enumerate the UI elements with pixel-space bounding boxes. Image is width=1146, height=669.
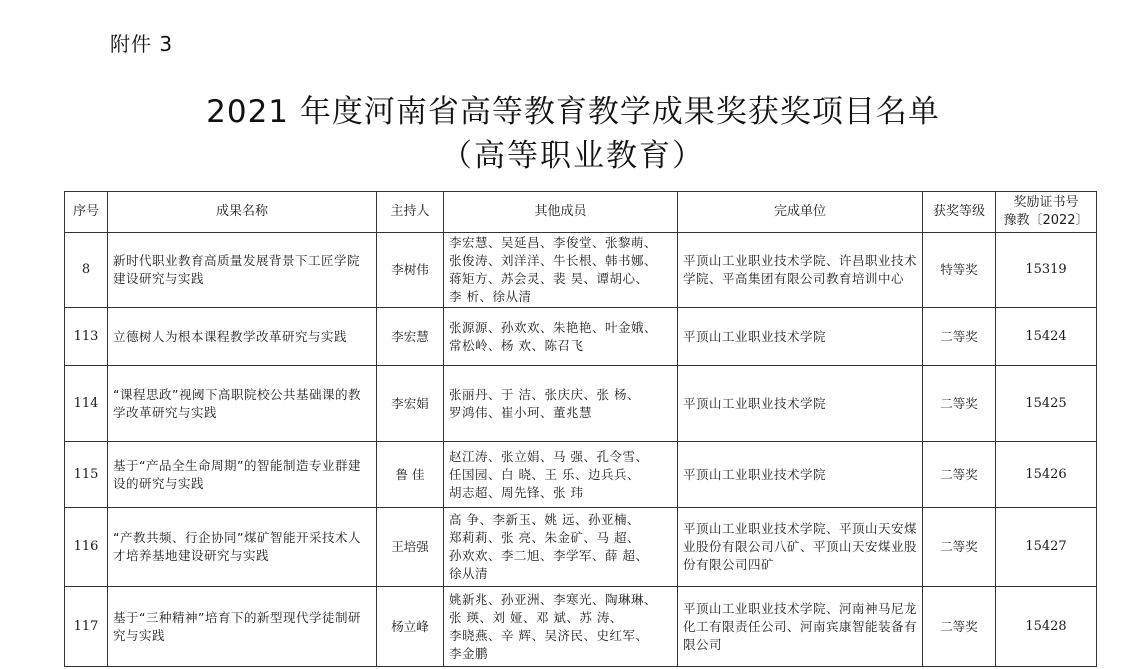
member-line: 高 争、李新玉、姚 远、孙亚楠、 xyxy=(449,512,640,527)
row-host: 李宏娟 xyxy=(377,366,444,442)
row-cert-number: 15426 xyxy=(996,442,1097,508)
attachment-label: 附件 3 xyxy=(110,32,174,56)
row-award-level: 二等奖 xyxy=(923,308,996,366)
row-cert-number: 15427 xyxy=(996,508,1097,587)
row-unit: 平顶山工业职业技术学院 xyxy=(678,442,923,508)
member-line: 李宏慧、吴延昌、李俊堂、张黎萌、 xyxy=(449,235,658,250)
header-unit: 完成单位 xyxy=(678,192,923,233)
member-line: 姚新兆、孙亚洲、李寒光、陶琳琳、 xyxy=(449,591,658,607)
row-cert-number: 15428 xyxy=(996,587,1097,667)
row-seq: 113 xyxy=(65,308,108,366)
member-line: 张源源、孙欢欢、朱艳艳、叶金娥、 xyxy=(449,319,658,335)
row-cert-number: 15424 xyxy=(996,308,1097,366)
member-line: 罗鸿伟、崔小珂、董兆慧 xyxy=(449,404,593,420)
row-unit: 平顶山工业职业技术学院 xyxy=(678,308,923,366)
row-seq: 115 xyxy=(65,442,108,508)
row-award-level: 二等奖 xyxy=(923,442,996,508)
row-other-members xyxy=(444,366,678,442)
member-line: 郑莉莉、张 亮、朱金矿、马 超、 xyxy=(449,530,640,545)
header-name: 成果名称 xyxy=(108,192,377,233)
member-line: 常松岭、杨 欢、陈召飞 xyxy=(449,337,584,353)
member-line: 李金鹏 xyxy=(449,645,489,661)
row-other-members xyxy=(444,308,678,366)
row-host: 鲁 佳 xyxy=(377,442,444,508)
row-project-name: “产教共频、行企协同”煤矿智能开采技术人才培养基地建设研究与实践 xyxy=(108,508,377,587)
member-line: 张俊涛、刘洋洋、牛长根、韩书娜、 xyxy=(449,253,658,268)
row-host: 李宏慧 xyxy=(377,308,444,366)
table-row xyxy=(65,366,1097,442)
member-line: 胡志超、周先锋、张 玮 xyxy=(449,484,584,500)
row-project-name: 基于“三种精神”培育下的新型现代学徒制研究与实践 xyxy=(108,587,377,667)
document-title: 2021 年度河南省高等教育教学成果奖获奖项目名单 xyxy=(206,94,940,130)
table-row xyxy=(65,508,1097,587)
header-cert xyxy=(996,192,1097,233)
table-row xyxy=(65,308,1097,366)
table-row xyxy=(65,587,1097,667)
row-other-members xyxy=(444,587,678,667)
member-line: 孙欢欢、李二旭、李学军、薛 超、 xyxy=(449,548,649,563)
header-cert-line2: 豫教〔2022〕 xyxy=(1003,213,1089,228)
member-line: 蒋矩方、苏会灵、裴 昊、谭胡心、 xyxy=(449,271,649,286)
row-host: 李树伟 xyxy=(377,233,444,308)
member-line: 李 析、徐从清 xyxy=(449,289,532,304)
row-cert-number: 15319 xyxy=(996,233,1097,308)
table-row xyxy=(65,233,1097,308)
row-seq: 117 xyxy=(65,587,108,667)
row-cert-number: 15425 xyxy=(996,366,1097,442)
row-project-name: “课程思政”视阈下高职院校公共基础课的教学改革研究与实践 xyxy=(108,366,377,442)
table-header-row xyxy=(65,192,1097,233)
member-line: 张丽丹、于 洁、张庆庆、张 杨、 xyxy=(449,386,640,402)
award-table xyxy=(64,191,1097,667)
member-line: 赵江涛、张立娟、马 强、孔令雪、 xyxy=(449,448,649,464)
member-line: 任国园、白 晓、王 乐、边兵兵、 xyxy=(449,466,640,482)
row-host: 王培强 xyxy=(377,508,444,587)
row-host: 杨立峰 xyxy=(377,587,444,667)
row-other-members xyxy=(444,442,678,508)
row-project-name: 基于“产品全生命周期”的智能制造专业群建设的研究与实践 xyxy=(108,442,377,508)
document-subtitle: （高等职业教育） xyxy=(441,138,705,174)
table-row xyxy=(65,442,1097,508)
row-seq: 114 xyxy=(65,366,108,442)
header-level: 获奖等级 xyxy=(923,192,996,233)
header-cert-line1: 奖励证书号 xyxy=(1013,195,1079,210)
member-line: 李晓燕、辛 辉、吴济民、史红军、 xyxy=(449,627,649,643)
row-other-members xyxy=(444,508,678,587)
row-award-level: 二等奖 xyxy=(923,587,996,667)
row-award-level: 特等奖 xyxy=(923,233,996,308)
member-line: 徐从清 xyxy=(449,566,489,581)
row-unit: 平顶山工业职业技术学院、河南神马尼龙化工有限责任公司、河南宾康智能装备有限公司 xyxy=(678,587,923,667)
header-others: 其他成员 xyxy=(444,192,678,233)
header-host: 主持人 xyxy=(377,192,444,233)
row-seq: 8 xyxy=(65,233,108,308)
row-unit: 平顶山工业职业技术学院、平顶山天安煤业股份有限公司八矿、平顶山天安煤业股份有限公司四矿 xyxy=(678,508,923,587)
row-unit: 平顶山工业职业技术学院、许昌职业技术学院、平高集团有限公司教育培训中心 xyxy=(678,233,923,308)
row-award-level: 二等奖 xyxy=(923,508,996,587)
row-unit: 平顶山工业职业技术学院 xyxy=(678,366,923,442)
row-project-name: 新时代职业教育高质量发展背景下工匠学院建设研究与实践 xyxy=(108,233,377,308)
row-project-name: 立德树人为根本课程教学改革研究与实践 xyxy=(108,308,377,366)
row-seq: 116 xyxy=(65,508,108,587)
row-other-members xyxy=(444,233,678,308)
row-award-level: 二等奖 xyxy=(923,366,996,442)
member-line: 张 瑛、刘 娅、邓 斌、苏 涛、 xyxy=(449,609,623,625)
header-seq: 序号 xyxy=(65,192,108,233)
